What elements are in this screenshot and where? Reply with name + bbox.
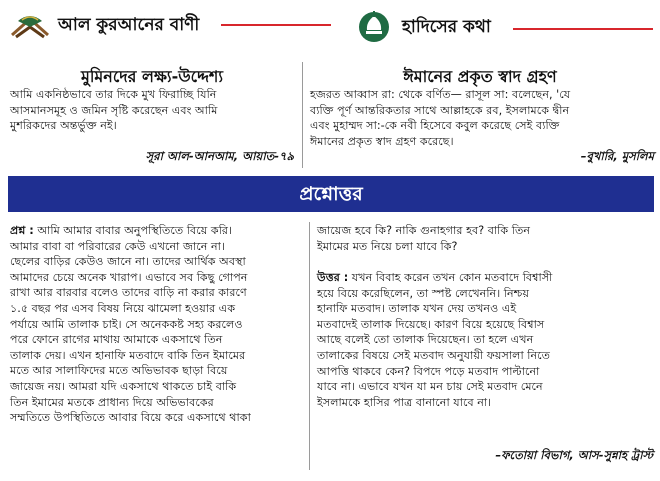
question-label: প্রশ্ন : [10,224,34,237]
hadith-text [310,87,654,149]
hadith-line: হজরত আব্বাস রা: থেকে বর্ণিত— রাসূল সা: বলেছেন, 'যে [310,88,571,101]
qa-banner: প্রশ্নোত্তর [8,176,654,212]
quran-stand-icon [8,7,52,41]
question-line: আমাদের চেয়ে অনেক খারাপ। এভাবে সব কিছু গোপন [10,270,248,284]
answer-text [317,270,653,410]
hadith-source: –বুখারি, মুসলিম [580,149,654,163]
hadith-line: ঈমানের প্রকৃত স্বাদ গ্রহণ করেছে। [310,134,454,148]
qa-column-divider [309,222,310,470]
question-line: তিন ইমামের মতকে প্রাধান্য দিয়ে অভিভাবকের [10,395,214,409]
answer-line: ইসলামকে হাসির পাত্র বানানো যাবে না। [317,395,492,409]
question-line: রাখা আর বারবার বলেও তাদের বাড়ি না করার কারণে [10,286,247,300]
hadith-line: ব্যক্তি পূর্ণ আন্তরিকতার সাথে আল্লাহকে রব, ইসলামকে দ্বীন [310,103,570,117]
question-first-text: আমি আমার বাবার অনুপস্থিতিতে বিয়ে করি। [33,224,233,237]
mosque-dome-icon [355,8,393,42]
question-cont-line: জায়েজ হবে কি? নাকি গুনাহগার হব? বাকি তিন [317,224,531,237]
answer-line: হানাফি মতবাদ। তালাক যখন দেয় তখনও এই [317,302,517,316]
question-line: পর্যায়ে আমি তালাক চাই। সে অনেককষ্ট সহ্য করলেও [10,317,243,331]
answer-source: –ফতোয়া বিভাগ, আস-সুন্নাহ ট্রাস্ট [495,448,653,462]
answer-line: মতবাদেই তালাক দিয়েছে। কারণ বিয়ে হয়েছে বিশ্বাস [317,317,545,331]
quran-section-title: মুমিনদের লক্ষ্য-উদ্দেশ্য [80,67,224,86]
hadith-line: এবং মুহাম্মদ সা:-কে নবী হিসেবে কবুল করেছে সেই ব্যক্তি [310,119,560,133]
question-line: সম্মতিতে উপস্থিতিতে আবার বিয়ে করে একসাথে থাকা [10,411,251,425]
header-right-divider [513,28,653,30]
quran-line: আসমানসমূহ ও জমিন সৃষ্টি করেছেন এবং আমি [10,103,218,117]
answer-line: হয়ে বিয়ে করেছিলেন, তা স্পষ্ট লেখেননি। নিশ্চয় [317,286,530,300]
answer-label: উত্তর : [317,271,349,284]
header-right-title: হাদিসের কথা [402,17,491,37]
question-line: পরে ফোনে রাগের মাথায় আমাকে একসাথে তিন [10,333,223,347]
answer-line: আপত্তি থাকবে কেন? বিপদে পড়ে মতবাদ পাল্টানো [317,364,540,378]
question-line: জায়েজ নয়। আমরা যদি একসাথে থাকতে চাই বাকি [10,379,237,393]
answer-line: যাবে না। এভাবে যখন যা মন চায় সেই মতবাদ মেনে [317,380,543,394]
question-text [10,223,302,426]
quran-line: আমি একনিষ্ঠভাবে তার দিকে মুখ ফিরাচ্ছি যিনি [10,88,217,101]
question-first-line [10,223,302,239]
answer-line: তালাকের বিষয়ে সেই মতবাদ অনুযায়ী ফয়সালা নিতে [317,348,551,362]
answer-first-line [317,270,653,286]
top-column-divider [302,62,303,168]
quran-text [10,87,294,134]
question-continued [317,223,653,254]
quran-source: সূরা আল-আনআম, আয়াত-৭৯ [145,149,294,163]
question-line: মতে আর সালাফিদের মতে অভিভাবক ছাড়া বিয়ে [10,364,228,378]
header-left-title: আল কুরআনের বাণী [58,15,200,35]
question-line: ছেলের বাড়ির কেউও জানে না। তাদের আর্থিক অবস্থা [10,255,246,269]
hadith-section-title: ঈমানের প্রকৃত স্বাদ গ্রহণ [403,67,557,86]
answer-first-text: যখন বিবাহ করেন তখন কোন মতবাদে বিশ্বাসী [348,271,553,284]
answer-line: আছে বলেই তো তালাক দিয়েছেন। তা হলে এখন [317,333,534,347]
question-line: ১.৫ বছর পর এসব বিষয় নিয়ে ঝামেলা হওয়ার এক [10,301,236,315]
question-cont-line: ইমামের মত নিয়ে চলা যাবে কি? [317,239,458,253]
header-left-divider [221,24,331,26]
question-line: আমার বাবা বা পরিবারের কেউ এখনো জানে না। [10,239,225,253]
question-line: তালাক দেয়। এখন হানাফি মতবাদে বাকি তিন ইমামের [10,348,246,362]
quran-line: মুশরিকদের অন্তর্ভুক্ত নই। [10,119,117,133]
